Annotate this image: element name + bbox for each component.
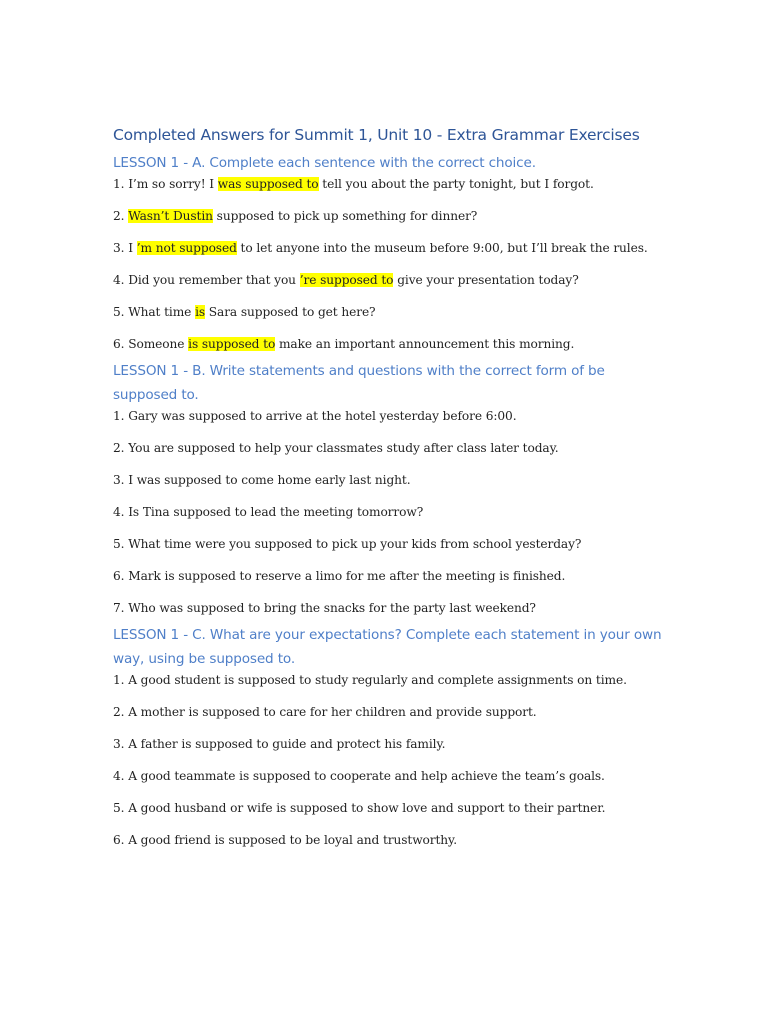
section-a-heading: LESSON 1 - A. Complete each sentence with the correct choice.: [113, 155, 536, 171]
section-c-heading: LESSON 1 - C. What are your expectations? Complete each statement in your own way, using be supposed to.: [113, 627, 662, 667]
answer-sentence: [113, 271, 673, 303]
answer-sentence: 3. I was supposed to come home early last night.: [113, 473, 411, 487]
section-b: [113, 359, 673, 623]
section-b-list: [113, 407, 673, 623]
sentence-text: tell you about the party tonight, but I forgot.: [318, 177, 594, 191]
answer-sentence: 4. A good teammate is supposed to cooperate and help achieve the team’s goals.: [113, 769, 605, 783]
highlighted-answer: ’m not supposed: [136, 241, 237, 255]
answer-sentence: 1. A good student is supposed to study regularly and complete assignments on time.: [113, 673, 627, 687]
section-c: [113, 623, 673, 855]
sentence-text: 4. Did you remember that you: [113, 273, 300, 287]
sentence-text: 5. What time: [113, 305, 196, 319]
section-c-list: [113, 671, 673, 855]
answer-sentence: 3. A father is supposed to guide and protect his family.: [113, 737, 446, 751]
answer-sentence: 5. A good husband or wife is supposed to show love and support to their partner.: [113, 801, 606, 815]
answer-sentence: 6. Mark is supposed to reserve a limo for me after the meeting is finished.: [113, 569, 566, 583]
answer-sentence: [113, 239, 673, 271]
sentence-text: 6. Someone: [113, 337, 189, 351]
section-b-heading: LESSON 1 - B. Write statements and questions with the correct form of be supposed to.: [113, 363, 605, 403]
sentence-text: give your presentation today?: [393, 273, 579, 287]
sentence-text: 2.: [113, 209, 129, 223]
answer-sentence: 2. A mother is supposed to care for her children and provide support.: [113, 705, 537, 719]
answer-sentence: 4. Is Tina supposed to lead the meeting tomorrow?: [113, 505, 424, 519]
answer-sentence: 2. You are supposed to help your classmates study after class later today.: [113, 441, 559, 455]
highlighted-answer: ’re supposed to: [299, 273, 394, 287]
highlighted-answer: was supposed to: [217, 177, 319, 191]
highlighted-answer: Wasn’t Dustin: [128, 209, 213, 223]
document-title: Completed Answers for Summit 1, Unit 10 - Extra Grammar Exercises: [113, 126, 640, 144]
sentence-text: to let anyone into the museum before 9:00, but I’ll break the rules.: [236, 241, 648, 255]
document-content: [113, 123, 673, 855]
answer-sentence: [113, 175, 673, 207]
section-a-list: [113, 175, 673, 359]
highlighted-answer: is: [195, 305, 206, 319]
highlighted-answer: is supposed to: [188, 337, 276, 351]
answer-sentence: 7. Who was supposed to bring the snacks for the party last weekend?: [113, 601, 536, 615]
answer-sentence: 1. Gary was supposed to arrive at the hotel yesterday before 6:00.: [113, 409, 517, 423]
sentence-text: Sara supposed to get here?: [205, 305, 376, 319]
answer-sentence: [113, 303, 673, 335]
answer-sentence: 6. A good friend is supposed to be loyal and trustworthy.: [113, 833, 457, 847]
sentence-text: supposed to pick up something for dinner?: [212, 209, 478, 223]
answer-sentence: [113, 207, 673, 239]
sentence-text: 1. I’m so sorry! I: [113, 177, 218, 191]
sentence-text: 3. I: [113, 241, 137, 255]
sentence-text: make an important announcement this morning.: [275, 337, 575, 351]
section-a: [113, 151, 673, 359]
answer-sentence: [113, 335, 673, 359]
answer-sentence: 5. What time were you supposed to pick up your kids from school yesterday?: [113, 537, 582, 551]
